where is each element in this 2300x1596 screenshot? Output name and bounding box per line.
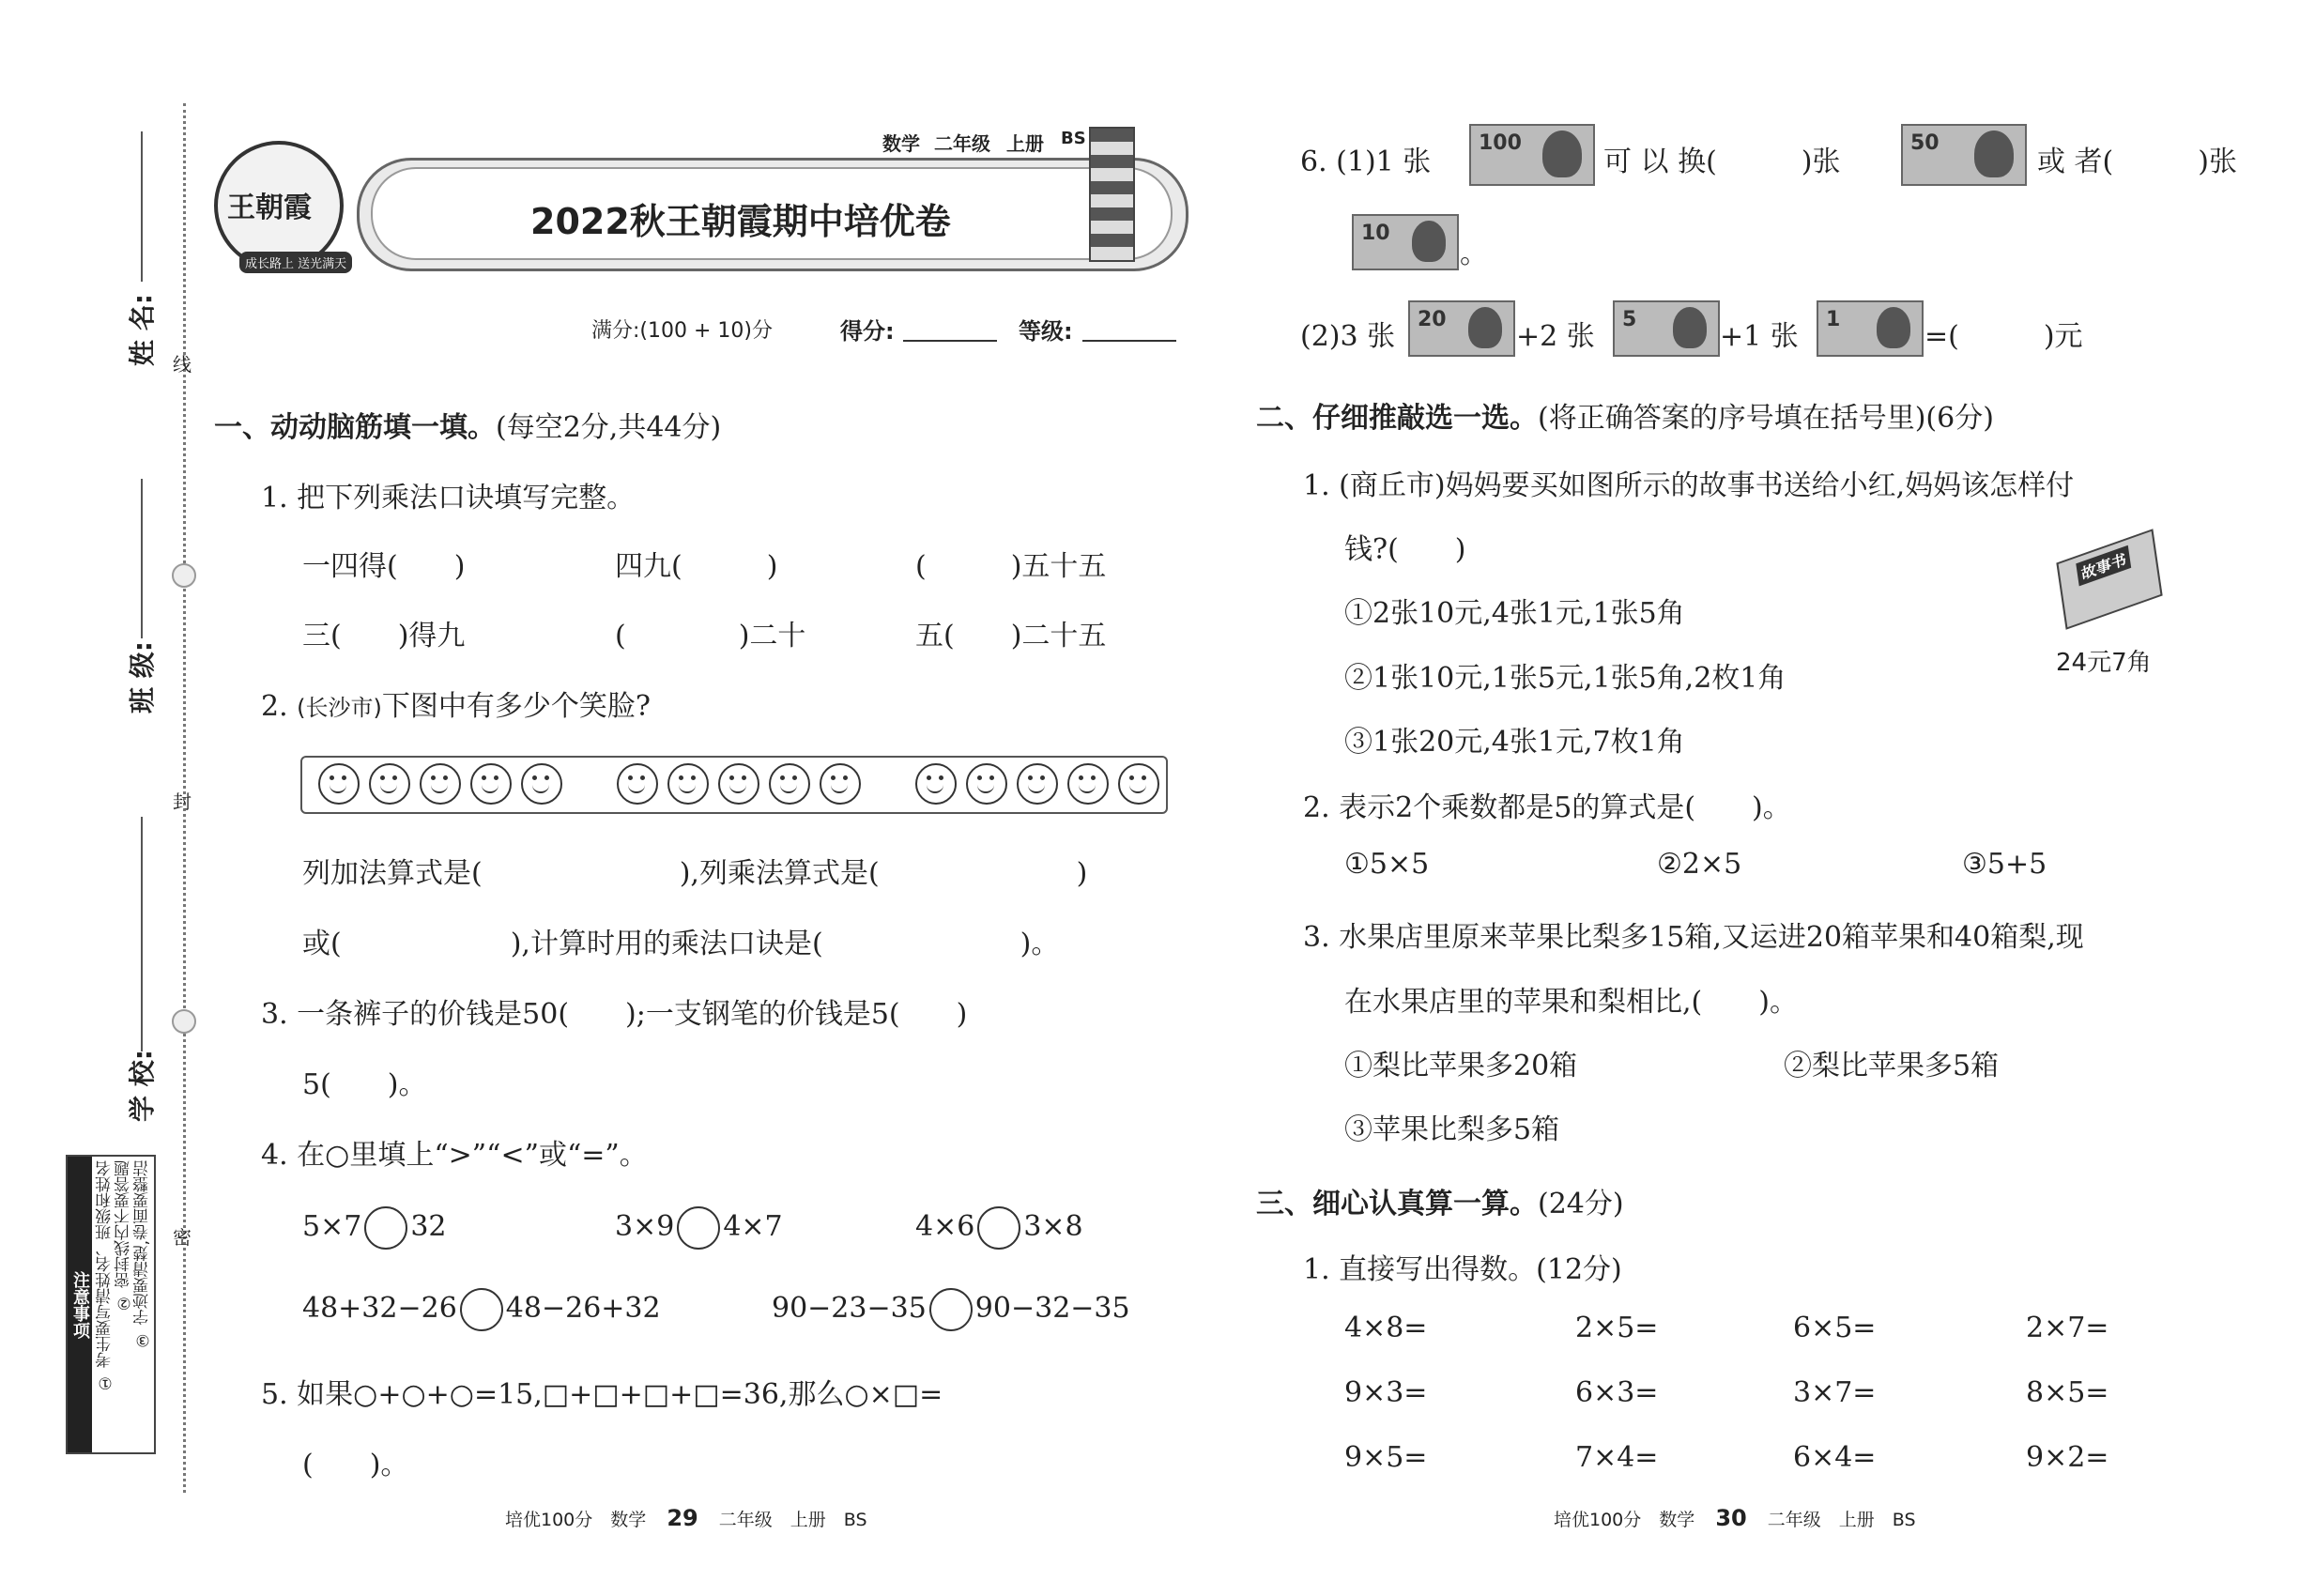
banknote-5-icon (1613, 300, 1720, 357)
compare-item (915, 1206, 1083, 1250)
footer-suffix: 二年级 上册 BS (1767, 1510, 1916, 1530)
q3-line1: 3. 一条裤子的价钱是50( );一支钢笔的价钱是5( ) (261, 998, 968, 1031)
calc-item: 8×5= (2026, 1376, 2109, 1409)
smiley-icon (420, 763, 461, 805)
footer-right (1554, 1505, 1916, 1531)
q2-region: (长沙市) (297, 695, 382, 721)
compare-left: 4×6 (915, 1210, 975, 1243)
smiley-icon (1118, 763, 1159, 805)
school-blank-line (141, 817, 143, 1051)
smiley-icon (769, 763, 810, 805)
s2q3-line1: 3. 水果店里原来苹果比梨多15箱,又运进20箱苹果和40箱梨,现 (1303, 921, 2084, 954)
s2q3-option: ③苹果比梨多5箱 (1344, 1113, 1560, 1146)
smiley-icon (667, 763, 709, 805)
section1-note: (每空2分,共44分) (496, 411, 722, 444)
section2-heading (1256, 394, 1994, 436)
storybook-icon (2056, 529, 2162, 629)
calc-item: 2×7= (2026, 1312, 2109, 1344)
notice-item: ② 密封线内不要答题 (115, 1160, 133, 1312)
compare-left: 3×9 (615, 1210, 675, 1243)
class-blank-line (141, 479, 143, 638)
compare-circle[interactable] (677, 1206, 720, 1250)
bill-denomination: 50 (1910, 131, 1940, 155)
smiley-icon (718, 763, 759, 805)
compare-right: 48−26+32 (505, 1292, 661, 1325)
grade-blank[interactable] (1082, 340, 1176, 342)
binding-hole-icon (172, 563, 196, 588)
smiley-group (911, 763, 1164, 805)
q1-item: ( )五十五 (915, 550, 1107, 583)
calc-item: 6×3= (1575, 1376, 1659, 1409)
page-number: 30 (1715, 1505, 1747, 1531)
smiley-icon (915, 763, 957, 805)
section3-title: 三、细心认真算一算。 (1256, 1188, 1538, 1220)
score-label: 得分: (840, 318, 895, 345)
smiley-icon (318, 763, 360, 805)
school-label: 学 校: (127, 1050, 158, 1122)
q1-item: 四九( ) (615, 550, 778, 583)
name-blank-line (141, 131, 143, 282)
q3-line2: 5( )。 (302, 1068, 427, 1101)
smiley-icon (820, 763, 861, 805)
s2q1-option: ②1张10元,1张5元,1张5角,2枚1角 (1344, 662, 1786, 695)
compare-circle[interactable] (929, 1288, 973, 1331)
score-blank[interactable] (903, 340, 997, 342)
cut-mark-secret: 密 (173, 1226, 192, 1249)
smiley-icon (521, 763, 562, 805)
s2q3-option: ①梨比苹果多20箱 (1344, 1050, 1578, 1082)
brand-motto: 成长路上 送光满天 (239, 252, 352, 273)
compare-left: 90−23−35 (772, 1292, 927, 1325)
banknote-10-icon (1352, 214, 1459, 270)
s2q2-option: ③5+5 (1962, 848, 2047, 881)
calc-item: 9×2= (2026, 1441, 2109, 1474)
calc-item: 2×5= (1575, 1312, 1659, 1344)
smiley-icon (1067, 763, 1109, 805)
compare-left: 48+32−26 (302, 1292, 457, 1325)
section1-heading (214, 404, 721, 445)
q2-line2: 或( ),计算时用的乘法口诀是( )。 (302, 928, 1060, 960)
smiley-icon (966, 763, 1007, 805)
full-score: 满分:(100 + 10)分 (591, 319, 773, 343)
compare-right: 3×8 (1023, 1210, 1083, 1243)
q6-text-c: 或 者( )张 (2037, 146, 2237, 178)
cut-mark-line: 线 (173, 353, 192, 376)
q6-text-b: 可 以 换( )张 (1603, 146, 1841, 178)
q6-text-d: (2)3 张 (1300, 320, 1396, 353)
section3-heading (1256, 1180, 1624, 1221)
name-label: 姓 名: (127, 294, 158, 366)
class-label: 班 级: (127, 641, 158, 714)
smiley-icon (1017, 763, 1058, 805)
bill-denomination: 100 (1479, 131, 1522, 155)
banknote-20-icon (1408, 300, 1515, 357)
banknote-1-icon (1817, 300, 1924, 357)
q1-item: 五( )二十五 (915, 620, 1107, 652)
compare-item (302, 1206, 447, 1250)
book-price: 24元7角 (2056, 649, 2152, 677)
compare-item (615, 1206, 783, 1250)
cut-mark-seal: 封 (173, 790, 192, 813)
smiley-group (612, 763, 866, 805)
q4-text: 4. 在○里填上“>”“<”或“=”。 (261, 1139, 648, 1172)
bill-denomination: 5 (1622, 308, 1637, 331)
smiley-icon (617, 763, 658, 805)
s2q2-option: ①5×5 (1344, 848, 1430, 881)
compare-right: 4×7 (723, 1210, 783, 1243)
page-number: 29 (667, 1505, 698, 1531)
s2q2-text: 2. 表示2个乘数都是5的算式是( )。 (1303, 791, 1791, 824)
s2q1-option: ①2张10元,4张1元,1张5角 (1344, 597, 1685, 630)
compare-left: 5×7 (302, 1210, 362, 1243)
s3q1-text: 1. 直接写出得数。(12分) (1303, 1253, 1622, 1286)
s2q3-line2: 在水果店里的苹果和梨相比,( )。 (1344, 986, 1798, 1019)
binding-hole-icon (172, 1009, 196, 1034)
section3-note: (24分) (1538, 1188, 1624, 1220)
banknote-100-icon (1469, 124, 1595, 186)
compare-circle[interactable] (364, 1206, 407, 1250)
smiley-group (314, 763, 567, 805)
smiley-icon (470, 763, 512, 805)
q1-item: ( )二十 (615, 620, 806, 652)
calc-item: 6×4= (1793, 1441, 1877, 1474)
page-title: 2022秋王朝霞期中培优卷 (530, 201, 951, 242)
calc-item: 9×3= (1344, 1376, 1428, 1409)
footer-prefix: 培优100分 数学 (505, 1510, 647, 1530)
compare-right: 32 (410, 1210, 447, 1243)
compare-right: 90−32−35 (974, 1292, 1130, 1325)
q6-text-f: +1 张 (1720, 320, 1799, 353)
q1-text: 1. 把下列乘法口诀填写完整。 (261, 482, 636, 514)
smiley-box (300, 756, 1168, 814)
compare-item (302, 1288, 661, 1331)
s2q1-line2: 钱?( ) (1344, 533, 1466, 566)
s2q3-option: ②梨比苹果多5箱 (1784, 1050, 2000, 1082)
calc-item: 3×7= (1793, 1376, 1877, 1409)
notice-item: ① 考生要写清姓名、班级和姓名 (96, 1160, 115, 1392)
q5-line2: ( )。 (302, 1449, 409, 1481)
lighthouse-icon (1089, 127, 1135, 262)
compare-item (772, 1288, 1130, 1331)
calc-item: 7×4= (1575, 1441, 1659, 1474)
section1-title: 一、动动脑筋填一填。 (214, 411, 496, 444)
subject-tag: 数学 (882, 132, 920, 155)
calc-item: 9×5= (1344, 1441, 1428, 1474)
grade-label: 等级: (1019, 318, 1073, 345)
s2q1-region: 1. (商丘市) (1303, 469, 1446, 502)
q1-item: 三( )得九 (302, 620, 466, 652)
footer-prefix: 培优100分 数学 (1554, 1510, 1695, 1530)
footer-suffix: 二年级 上册 BS (718, 1510, 867, 1530)
s2q1-text (1303, 462, 2074, 503)
notice-title: 注意事项 (68, 1157, 92, 1452)
volume-tag: 上册 (1006, 132, 1044, 155)
brand-name: 王朝霞 (227, 192, 312, 224)
compare-circle[interactable] (460, 1288, 503, 1331)
section2-title: 二、仔细推敲选一选。 (1256, 402, 1538, 435)
q5-line1: 5. 如果○+○+○=15,□+□+□+□=36,那么○×□= (261, 1378, 943, 1411)
q6-period: 。 (1460, 238, 1488, 270)
notice-item: ③ 字迹要清楚,卷面要整洁 (133, 1160, 152, 1349)
s2q1-body: 妈妈要买如图所示的故事书送给小红,妈妈该怎样付 (1445, 469, 2075, 502)
calc-item: 6×5= (1793, 1312, 1877, 1344)
compare-circle[interactable] (977, 1206, 1020, 1250)
section2-note: (将正确答案的序号填在括号里)(6分) (1538, 402, 1994, 435)
q2-text: 下图中有多少个笑脸? (381, 690, 651, 723)
q1-item: 一四得( ) (302, 550, 466, 583)
smiley-icon (369, 763, 410, 805)
q2-line1: 列加法算式是( ),列乘法算式是( ) (302, 857, 1088, 890)
s2q1-option: ③1张20元,4张1元,7枚1角 (1344, 726, 1685, 759)
s2q2-option: ②2×5 (1657, 848, 1742, 881)
book-title: 故事书 (2076, 545, 2131, 587)
q6-text-e: +2 张 (1516, 320, 1595, 353)
q6-text-g: =( )元 (1924, 320, 2083, 353)
q2-heading: 2. (长沙市)下图中有多少个笑脸? (261, 690, 651, 723)
grade-tag: 二年级 (934, 132, 990, 155)
bill-denomination: 1 (1826, 308, 1841, 331)
calc-item: 4×8= (1344, 1312, 1428, 1344)
banknote-50-icon (1901, 124, 2027, 186)
notice-box (66, 1155, 156, 1454)
edition-tag: BS (1061, 129, 1086, 148)
bill-denomination: 10 (1361, 222, 1390, 245)
bill-denomination: 20 (1418, 308, 1447, 331)
footer-left (505, 1505, 867, 1531)
q6-text-a: 6. (1)1 张 (1300, 146, 1432, 178)
